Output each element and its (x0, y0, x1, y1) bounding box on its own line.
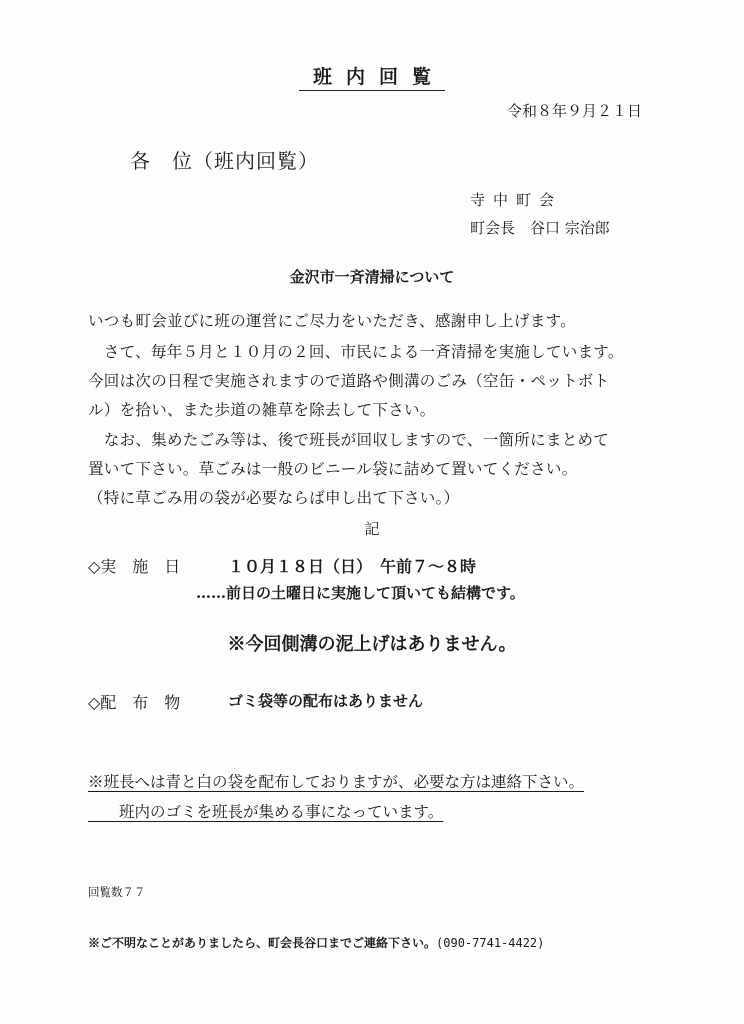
schedule-value: １０月１８日（日） 午前７～８時 (228, 557, 477, 576)
document-subject: 金沢市一斉清掃について (289, 268, 455, 286)
sender-name: 町会長 谷口 宗治郎 (470, 219, 610, 237)
notice-text: ※今回側溝の泥上げはありません。 (227, 634, 517, 655)
footnote-line: 班内のゴミを班長が集める事になっています。 (88, 803, 444, 821)
contact-text: ※ご不明なことがありましたら、町会長谷口までご連絡下さい。 (88, 936, 437, 950)
body-paragraph-line: （特に草ごみ用の袋が必要ならば申し出て下さい。） (88, 489, 460, 507)
distribution-label: ◇配 布 物 (88, 693, 181, 712)
body-paragraph-line: 今回は次の日程で実施されますので道路や側溝のごみ（空缶・ペットボト (88, 372, 610, 390)
document-date: 令和８年９月２１日 (506, 102, 642, 120)
organization-name: 寺中町会 (470, 191, 563, 209)
document-title: 班内回覧 (0, 62, 744, 89)
addressee: 各 位（班内回覧） (130, 149, 319, 173)
body-paragraph-line: 置いて下さい。草ごみは一般のビニール袋に詰めて置いてください。 (88, 460, 578, 478)
distribution-value: ゴミ袋等の配布はありません (228, 692, 424, 710)
body-paragraph-line: いつも町会並びに班の運営にご尽力をいただき、感謝申し上げます。 (88, 312, 576, 330)
contact-line (88, 934, 544, 951)
body-paragraph-line: なお、集めたごみ等は、後で班長が回収しますので、一箇所にまとめて (88, 431, 610, 449)
body-paragraph-line: さて、毎年５月と１０月の２回、市民による一斉清掃を実施しています。 (88, 343, 624, 361)
ki-marker: 記 (364, 520, 380, 538)
circulation-count: 回覧数７７ (88, 885, 146, 899)
body-paragraph-line: ル）を拾い、また歩道の雑草を除去して下さい。 (88, 401, 436, 419)
schedule-label: ◇実 施 日 (88, 557, 181, 576)
contact-phone: (090-7741-4422) (436, 936, 545, 950)
schedule-note: ……前日の土曜日に実施して頂いても結構です。 (196, 584, 525, 602)
footnote-line: ※班長へは青と白の袋を配布しておりますが、必要な方は連絡下さい。 (88, 773, 585, 791)
